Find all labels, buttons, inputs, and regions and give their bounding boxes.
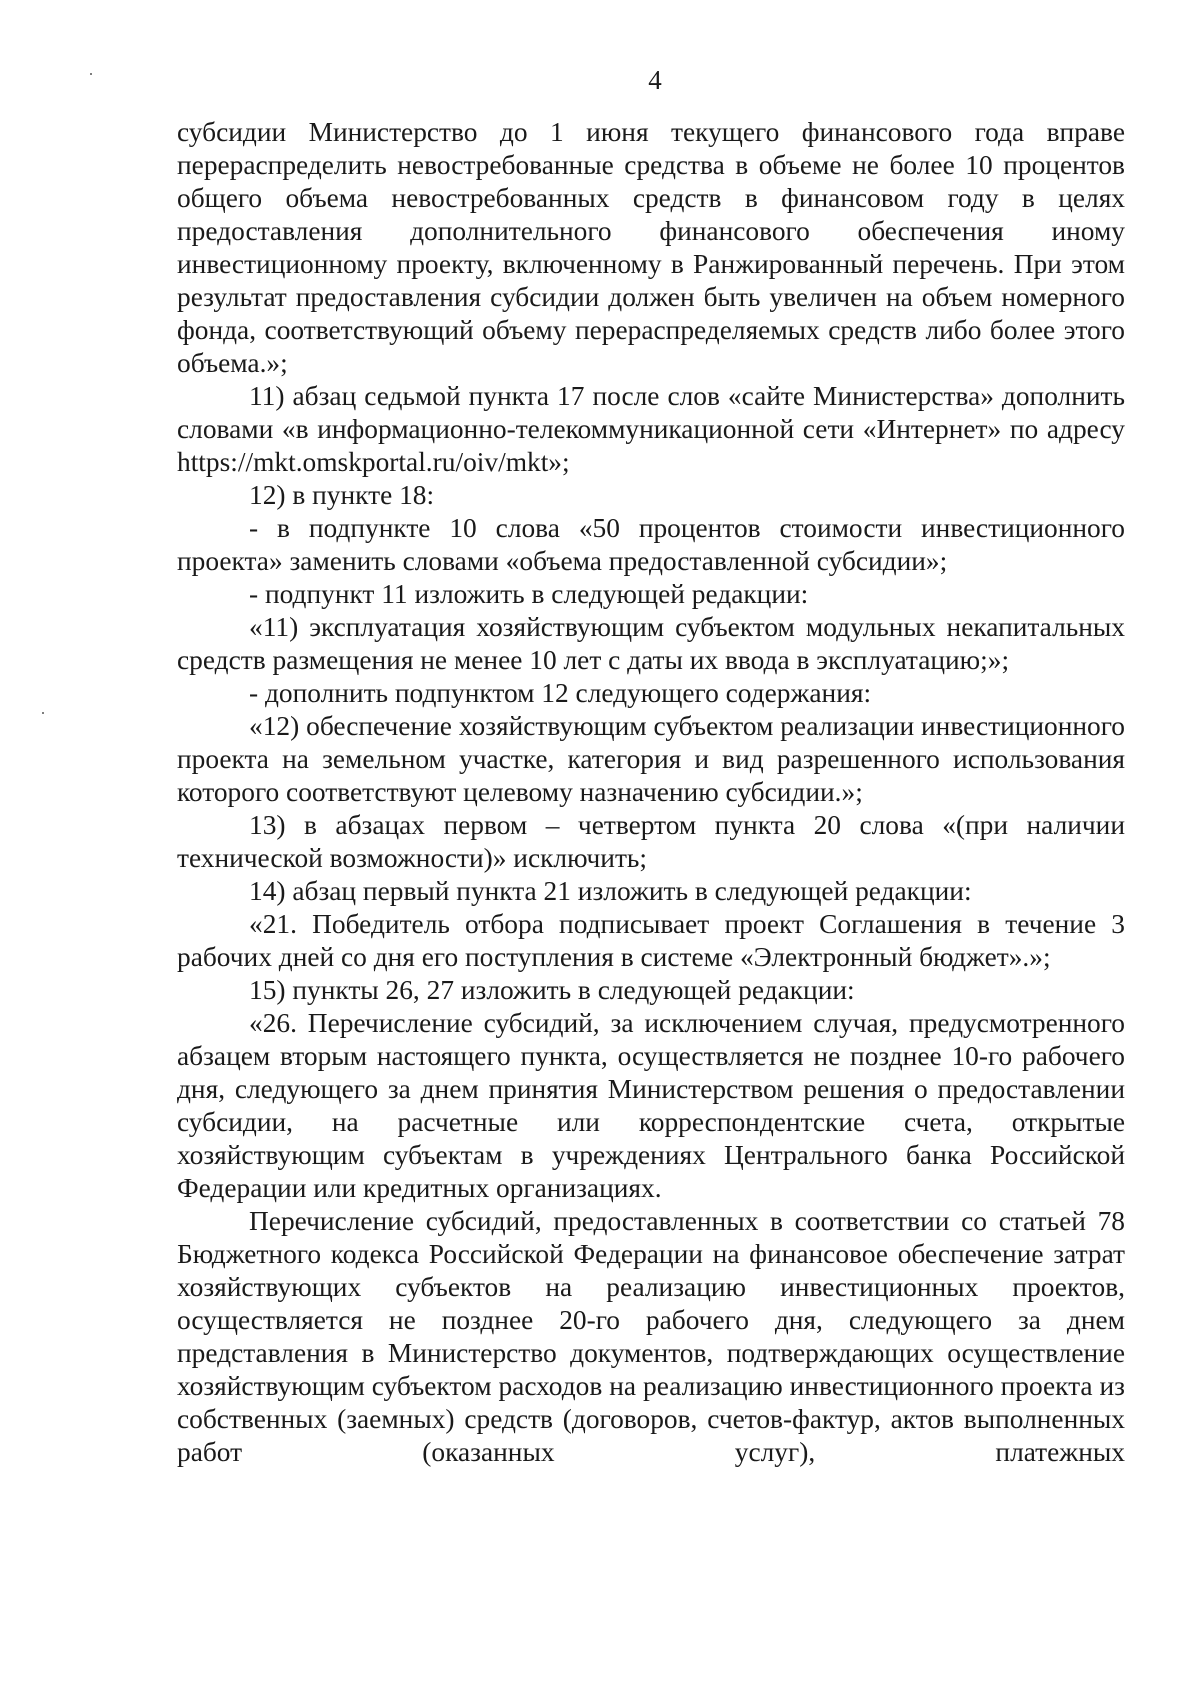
paragraph-8: «12) обеспечение хозяйствующим субъектом реализации инвестиционного проекта на земельном участке, категория и вид разрешенного использования которого соответствуют целевому назначению субсидии.»; <box>177 711 1125 807</box>
paragraph-3: 12) в пункте 18: <box>249 480 435 510</box>
paragraph-4: - в подпункте 10 слова «50 процентов стоимости инвестиционного проекта» заменить словами «объема предоставленной субсидии»; <box>177 513 1125 576</box>
paragraph-14: Перечисление субсидий, предоставленных в соответствии со статьей 78 Бюджетного кодекса Российской Федерации на финансовое обеспечение затрат хозяйствующих субъектов на реализацию инвестиционных проектов, осуществляется не позднее 20-го рабочего дня, следующего за днем представления в Министерство документов, подтверждающих осуществление хозяйствующим субъектом расходов на реализацию инвестиционного проекта из собственных (заемных) средств (договоров, счетов-фактур, актов выполненных работ (оказанных услуг), платежных <box>177 1206 1125 1467</box>
paragraph-12: 15) пункты 26, 27 изложить в следующей редакции: <box>249 975 855 1005</box>
paragraph-5: - подпункт 11 изложить в следующей редакции: <box>249 579 809 609</box>
document-body <box>177 116 1125 1469</box>
paragraph-13: «26. Перечисление субсидий, за исключением случая, предусмотренного абзацем вторым настоящего пункта, осуществляется не позднее 10-го рабочего дня, следующего за днем принятия Министерством решения о предоставлении субсидии, на расчетные или корреспондентские счета, открытые хозяйствующим субъектам в учреждениях Центрального банка Российской Федерации или кредитных организациях. <box>177 1008 1125 1203</box>
paragraph-10: 14) абзац первый пункта 21 изложить в следующей редакции: <box>249 876 972 906</box>
paragraph-1: субсидии Министерство до 1 июня текущего финансового года вправе перераспределить невостребованные средства в объеме не более 10 процентов общего объема невостребованных средств в финансовом году в целях предоставления дополнительного финансового обеспечения иному инвестиционному проекту, включенному в Ранжированный перечень. При этом результат предоставления субсидии должен быть увеличен на объем номерного фонда, соответствующий объему перераспределяемых средств либо более этого объема.»; <box>177 117 1125 378</box>
paragraph-2: 11) абзац седьмой пункта 17 после слов «сайте Министерства» дополнить словами «в информационно-телекоммуникационной сети «Интернет» по адресу https://mkt.omskportal.ru/oiv/mkt»; <box>177 381 1125 477</box>
paragraph-6: «11) эксплуатация хозяйствующим субъектом модульных некапитальных средств размещения не менее 10 лет с даты их ввода в эксплуатацию;»; <box>177 612 1125 675</box>
paragraph-9: 13) в абзацах первом – четвертом пункта 20 слова «(при наличии технической возможности)» исключить; <box>177 810 1125 873</box>
page-number: 4 <box>648 65 662 95</box>
paragraph-11: «21. Победитель отбора подписывает проект Соглашения в течение 3 рабочих дней со дня его поступления в системе «Электронный бюджет».»; <box>177 909 1125 972</box>
scan-speck <box>42 712 44 714</box>
paragraph-7: - дополнить подпунктом 12 следующего содержания: <box>249 678 872 708</box>
